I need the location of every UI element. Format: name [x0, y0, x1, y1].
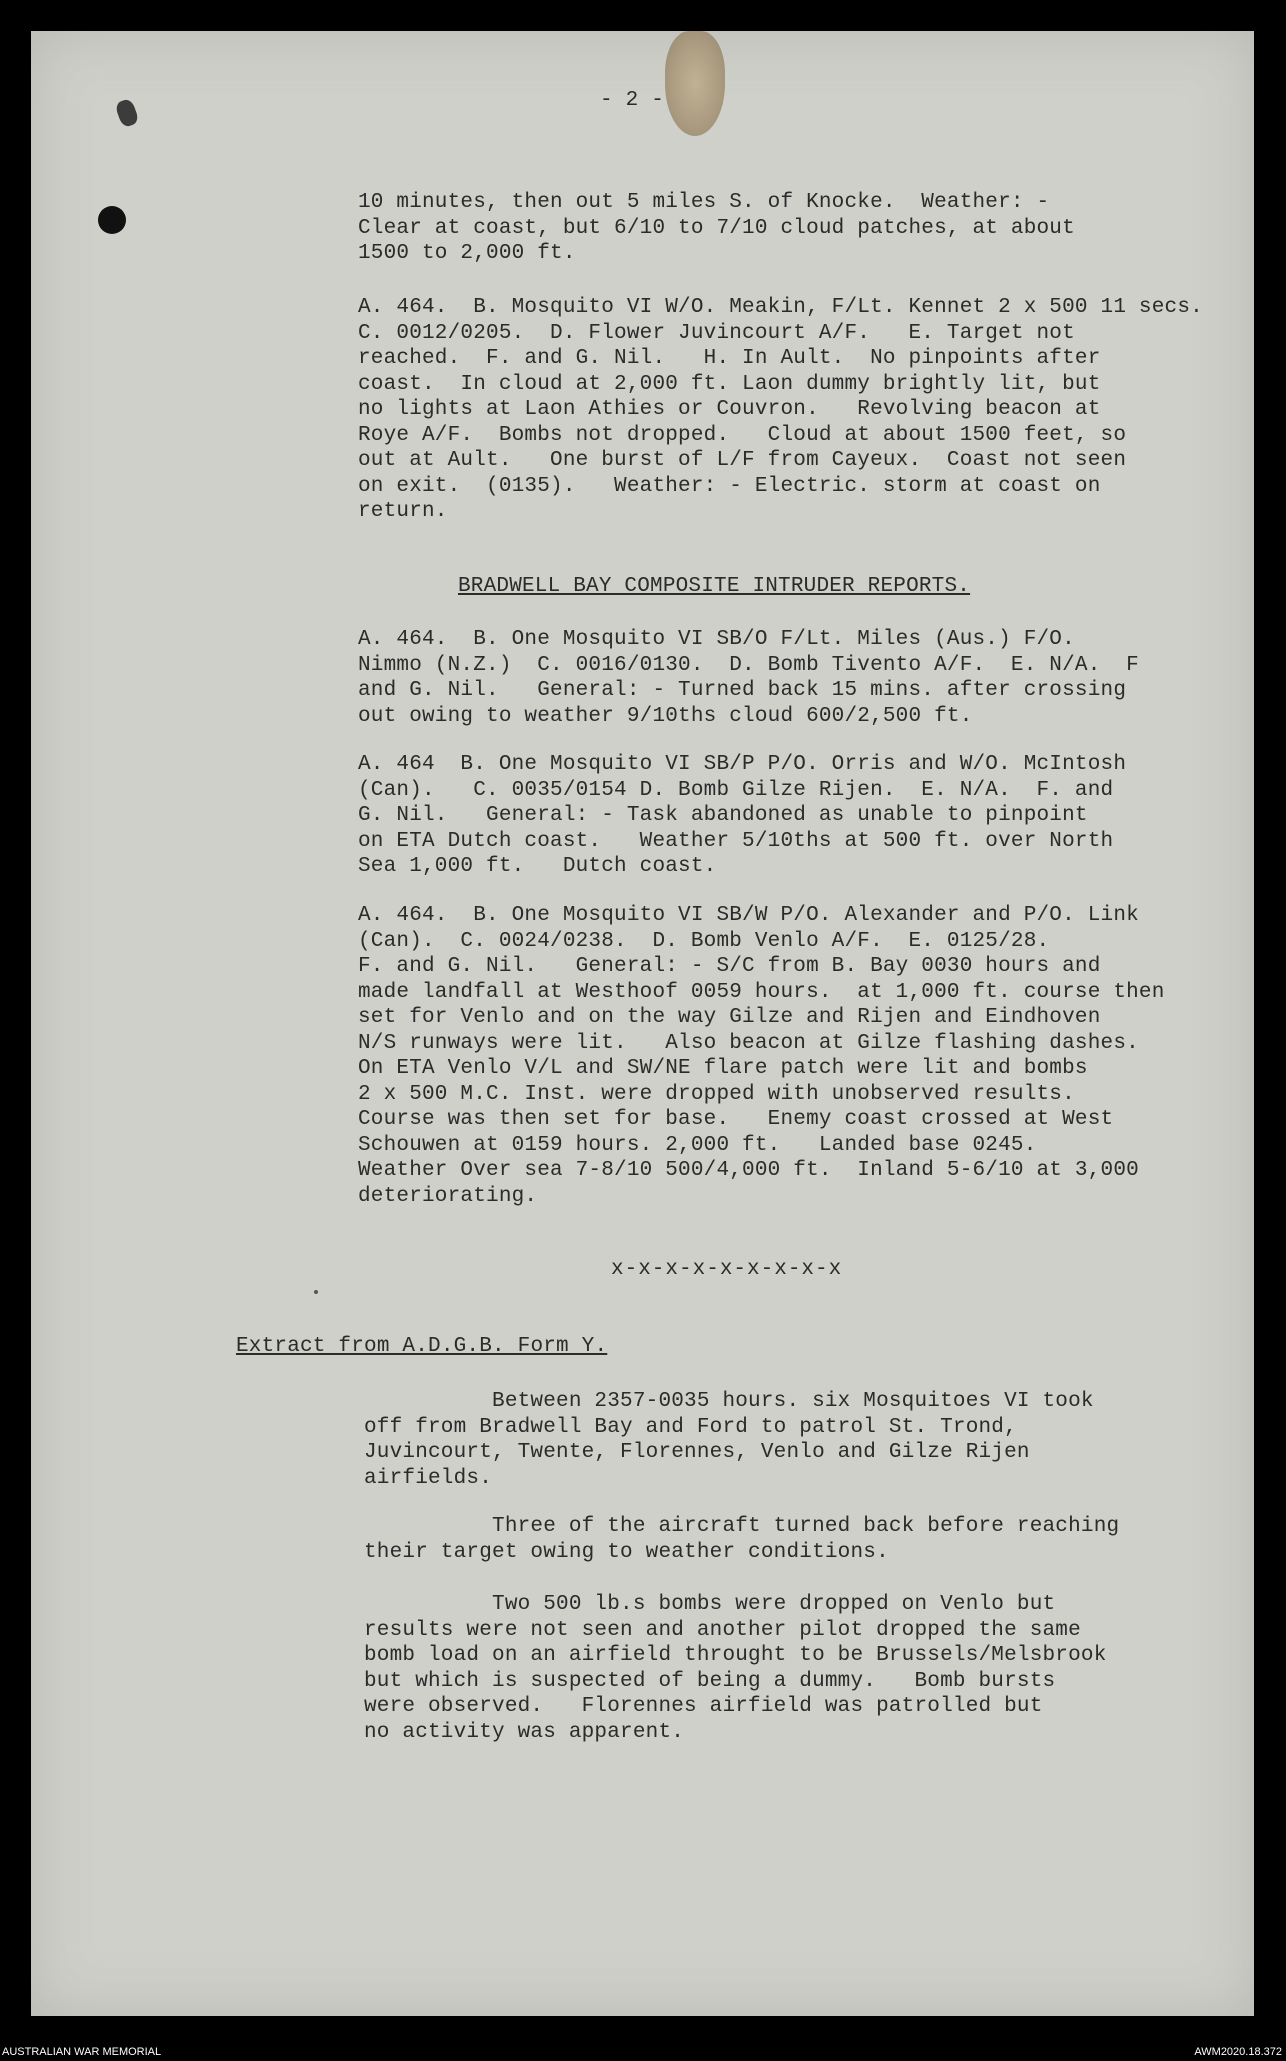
section-heading: BRADWELL BAY COMPOSITE INTRUDER REPORTS. — [458, 575, 971, 598]
report-alexander: A. 464. B. One Mosquito VI SB/W P/O. Alexander and P/O. Link (Can). C. 0024/0238. D. Bomb Venlo A/F. E. 0125/28. F. and G. Nil. General: - S/C from B. Bay 0030 hours and made landfall at Westhoof 0059 hours. at 1,000 ft. course then set for Venlo and on the way Gilze and Rijen and Eindhoven N/S runways were lit. Also beacon at Gilze flashing dashes. On ETA Venlo V/L and SW/NE flare patch were lit and bombs 2 x 500 M.C. Inst. were dropped with unobserved results. Course was then set for base. Enemy coast crossed at West Schouwen at 0159 hours. 2,000 ft. Landed base 0245. Weather Over sea 7-8/10 500/4,000 ft. Inland 5-6/10 at 3,000 deteriorating. — [358, 904, 1165, 1208]
page-number: - 2 - — [600, 89, 665, 112]
punch-hole — [98, 206, 126, 234]
extract-paragraph-1: Between 2357-0035 hours. six Mosquitoes VI took off from Bradwell Bay and Ford to patrol St. Trond, Juvincourt, Twente, Florennes, Venlo and Gilze Rijen airfields. — [364, 1390, 1094, 1490]
extract-heading: Extract from A.D.G.B. Form Y. — [236, 1335, 608, 1358]
intro-continuation: 10 minutes, then out 5 miles S. of Knocke. Weather: - Clear at coast, but 6/10 to 7/10 cloud patches, at about 1500 to 2,000 ft. — [358, 191, 1075, 265]
report-orris: A. 464 B. One Mosquito VI SB/P P/O. Orris and W/O. McIntosh (Can). C. 0035/0154 D. Bomb Gilze Rijen. E. N/A. F. and G. Nil. General: - Task abandoned as unable to pinpoint on ETA Dutch coast. Weather 5/10ths at 500 ft. over North Sea 1,000 ft. Dutch coast. — [358, 753, 1127, 878]
footer-catalogue-number: AWM2020.18.372 — [1194, 2046, 1282, 2058]
extract-paragraph-2: Three of the aircraft turned back before reaching their target owing to weather conditions. — [364, 1515, 1120, 1564]
report-miles: A. 464. B. One Mosquito VI SB/O F/Lt. Miles (Aus.) F/O. Nimmo (N.Z.) C. 0016/0130. D. Bomb Tivento A/F. E. N/A. F and G. Nil. General: - Turned back 15 mins. after crossing out owing to weather 9/10ths cloud 600/2,500 ft. — [358, 628, 1139, 728]
report-meakin: A. 464. B. Mosquito VI W/O. Meakin, F/Lt. Kennet 2 x 500 11 secs. C. 0012/0205. D. Flower Juvincourt A/F. E. Target not reached. F. and G. Nil. H. In Ault. No pinpoints after coast. In cloud at 2,000 ft. Laon dummy brightly lit, but no lights at Laon Athies or Couvron. Revolving beacon at Roye A/F. Bombs not dropped. Cloud at about 1500 feet, so out at Ault. One burst of L/F from Cayeux. Coast not seen on exit. (0135). Weather: - Electric. storm at coast on return. — [358, 296, 1203, 523]
ink-speck — [314, 1290, 318, 1294]
adhesive-tape-mark — [665, 31, 725, 136]
extract-paragraph-3: Two 500 lb.s bombs were dropped on Venlo but results were not seen and another pilot dropped the same bomb load on an airfield throught to be Brussels/Melsbrook but which is suspected of being a dummy. Bomb bursts were observed. Florennes airfield was patrolled but no activity was apparent. — [364, 1593, 1107, 1744]
footer-archive-name: AUSTRALIAN WAR MEMORIAL — [2, 2046, 162, 2058]
separator-line: x-x-x-x-x-x-x-x-x — [611, 1258, 843, 1281]
